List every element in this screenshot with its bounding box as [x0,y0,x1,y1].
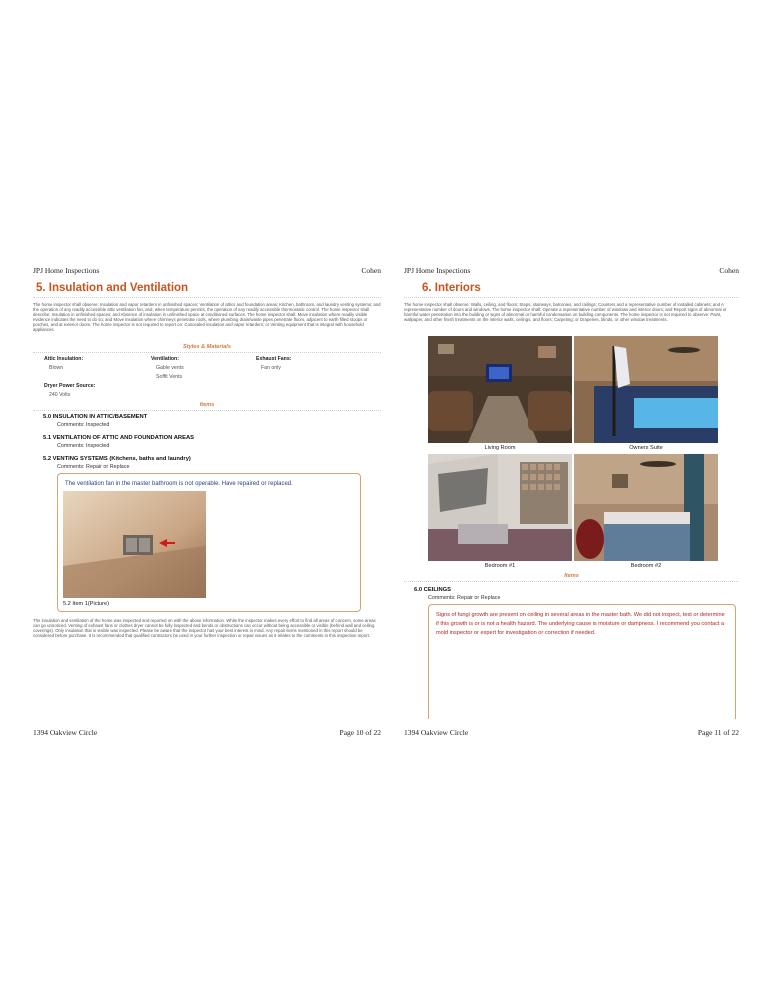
comment-box [428,604,736,719]
item-heading: 6.0 CEILINGS [414,587,452,593]
item-heading: 5.2 VENTING SYSTEMS (Kitchens, baths and laundry) [43,456,191,462]
photo-caption: Bedroom #1 [484,563,516,569]
photo-caption: 5.2 Item 1(Picture) [63,601,110,607]
closing-text: The insulation and ventilation of the home was inspected and reported on with the above information. While the inspector makes every effort to find all areas of concern, some areas can go unnoticed. Venting of exhaust fans or clothes dryer cannot be fully inspected and bends or obstructions can occur without being accessible or visible (behind wall and ceiling coverings). Only insulation that is visible was inspected. Please be aware that the inspector has your best interest in mind. Any repair items mentioned in this report should be considered before purchase. It is recommended that qualified contractors be used in your further inspection or repair issues as it relates to the comments in this inspection report. [33,618,376,639]
divider [33,410,381,411]
divider [33,297,381,298]
bedroom-2-photo [574,454,718,561]
item-comment: Comments: Inspected [57,443,110,449]
styles-materials-caption: Styles & Materials [183,344,231,350]
dryer-power-label: Dryer Power Source: [44,383,96,389]
header-client: Cohen [361,266,381,275]
header-company: JPJ Home Inspections [404,266,471,275]
dryer-power-value: 240 Volts [49,392,71,398]
divider [404,297,739,298]
item-heading: 5.1 VENTILATION OF ATTIC AND FOUNDATION AREAS [43,435,195,441]
items-caption: Items [199,402,215,408]
footer-page-number: Page 10 of 22 [339,728,381,737]
bedroom-1-photo [428,454,572,561]
owners-suite-photo [574,336,718,443]
section-title: 6. Interiors [422,282,481,294]
ventilation-value: Gable vents [156,365,184,371]
divider [404,581,739,582]
ventilation-field [151,356,184,380]
exhaust-fans-value: Fan only [261,365,281,371]
report-page-11 [404,262,739,740]
exhaust-fans-label: Exhaust Fans: [256,356,292,362]
living-room-photo [428,336,572,443]
exhaust-fans-field [256,356,291,371]
page-header [33,262,381,276]
header-client: Cohen [719,266,739,275]
photo-caption: Bedroom #2 [630,563,662,569]
footer-address: 1394 Oakview Circle [33,728,98,737]
photo-caption: Living Room [484,445,516,451]
ventilation-value: Soffit Vents [156,374,183,380]
attic-insulation-label: Attic Insulation: [44,356,84,362]
footer-page-number: Page 11 of 22 [697,728,739,737]
section-title: 5. Insulation and Ventilation [36,282,189,294]
header-company: JPJ Home Inspections [33,266,100,275]
attic-insulation-value: Blown [49,365,64,371]
item-heading: 5.0 INSULATION IN ATTIC/BASEMENT [43,414,148,420]
vent-fan-photo [63,491,206,598]
dryer-power-field [44,383,95,398]
report-page-10 [33,262,381,740]
comment-text: Signs of fungi growth are present on ceiling in several areas in the master bath. We did not inspect, test or determine if this growth is or is not a health hazard. The underlying cause is moisture or dampness. I recommend you contact a mold inspector or expert for investigation or correction if needed. [436,612,725,636]
items-caption: Items [564,573,579,579]
attic-insulation-field [44,356,83,371]
photo-caption: Owners Suite [629,445,663,451]
section-intro: The home inspector shall observe: Walls, ceiling, and floors; Steps, stairways, balconies, and railings; Counters and a representative number of installed cabinets; and A representative number of doors and windows. The home inspector shall: Operate a representative number of windows and interior doors; and Report signs of abnormal or harmful water penetration into the building or signs of abnormal or harmful condensation on building components. The home inspector is not required to observe: Paint, wallpaper, and other finish treatments on the interior walls, ceilings, and floors; Carpeting; or Draperies, blinds, or other window treatments. [404,302,727,323]
ventilation-label: Ventilation: [151,356,179,362]
divider [33,352,381,353]
item-comment: Comments: Repair or Replace [57,464,130,470]
comment-text: The ventilation fan in the master bathroom is not operable. Have repaired or replaced. [65,481,293,487]
footer-address: 1394 Oakview Circle [404,728,469,737]
comment-box [57,473,361,612]
section-intro: The home inspector shall observe: Insulation and vapor retarders in unfinished spaces; Ventilation of attics and foundation areas; Kitchen, bathroom, and laundry venting systems; and the operation of any readily accessible attic ventilation fan, and, when temperature permits, the operation of any readily accessible thermostatic control. The home inspector shall describe: Insulation in unfinished spaces; and Absence of insulation in unfinished space at conditioned surfaces. The home inspector shall: Move insulation where readily visible evidence indicates the need to do so; and Move insulation where chimneys penetrate roofs, where plumbing drain/waste pipes penetrate floors, adjacent to earth filled stoops or porches, and at exterior doors. The home inspector is not required to report on: Concealed insulation and vapor retarders; or Venting equipment that is integral with household appliances. [33,302,381,333]
item-comment: Comments: Inspected [57,422,110,428]
item-comment: Comments: Repair or Replace [428,595,501,601]
page-header [404,262,739,276]
